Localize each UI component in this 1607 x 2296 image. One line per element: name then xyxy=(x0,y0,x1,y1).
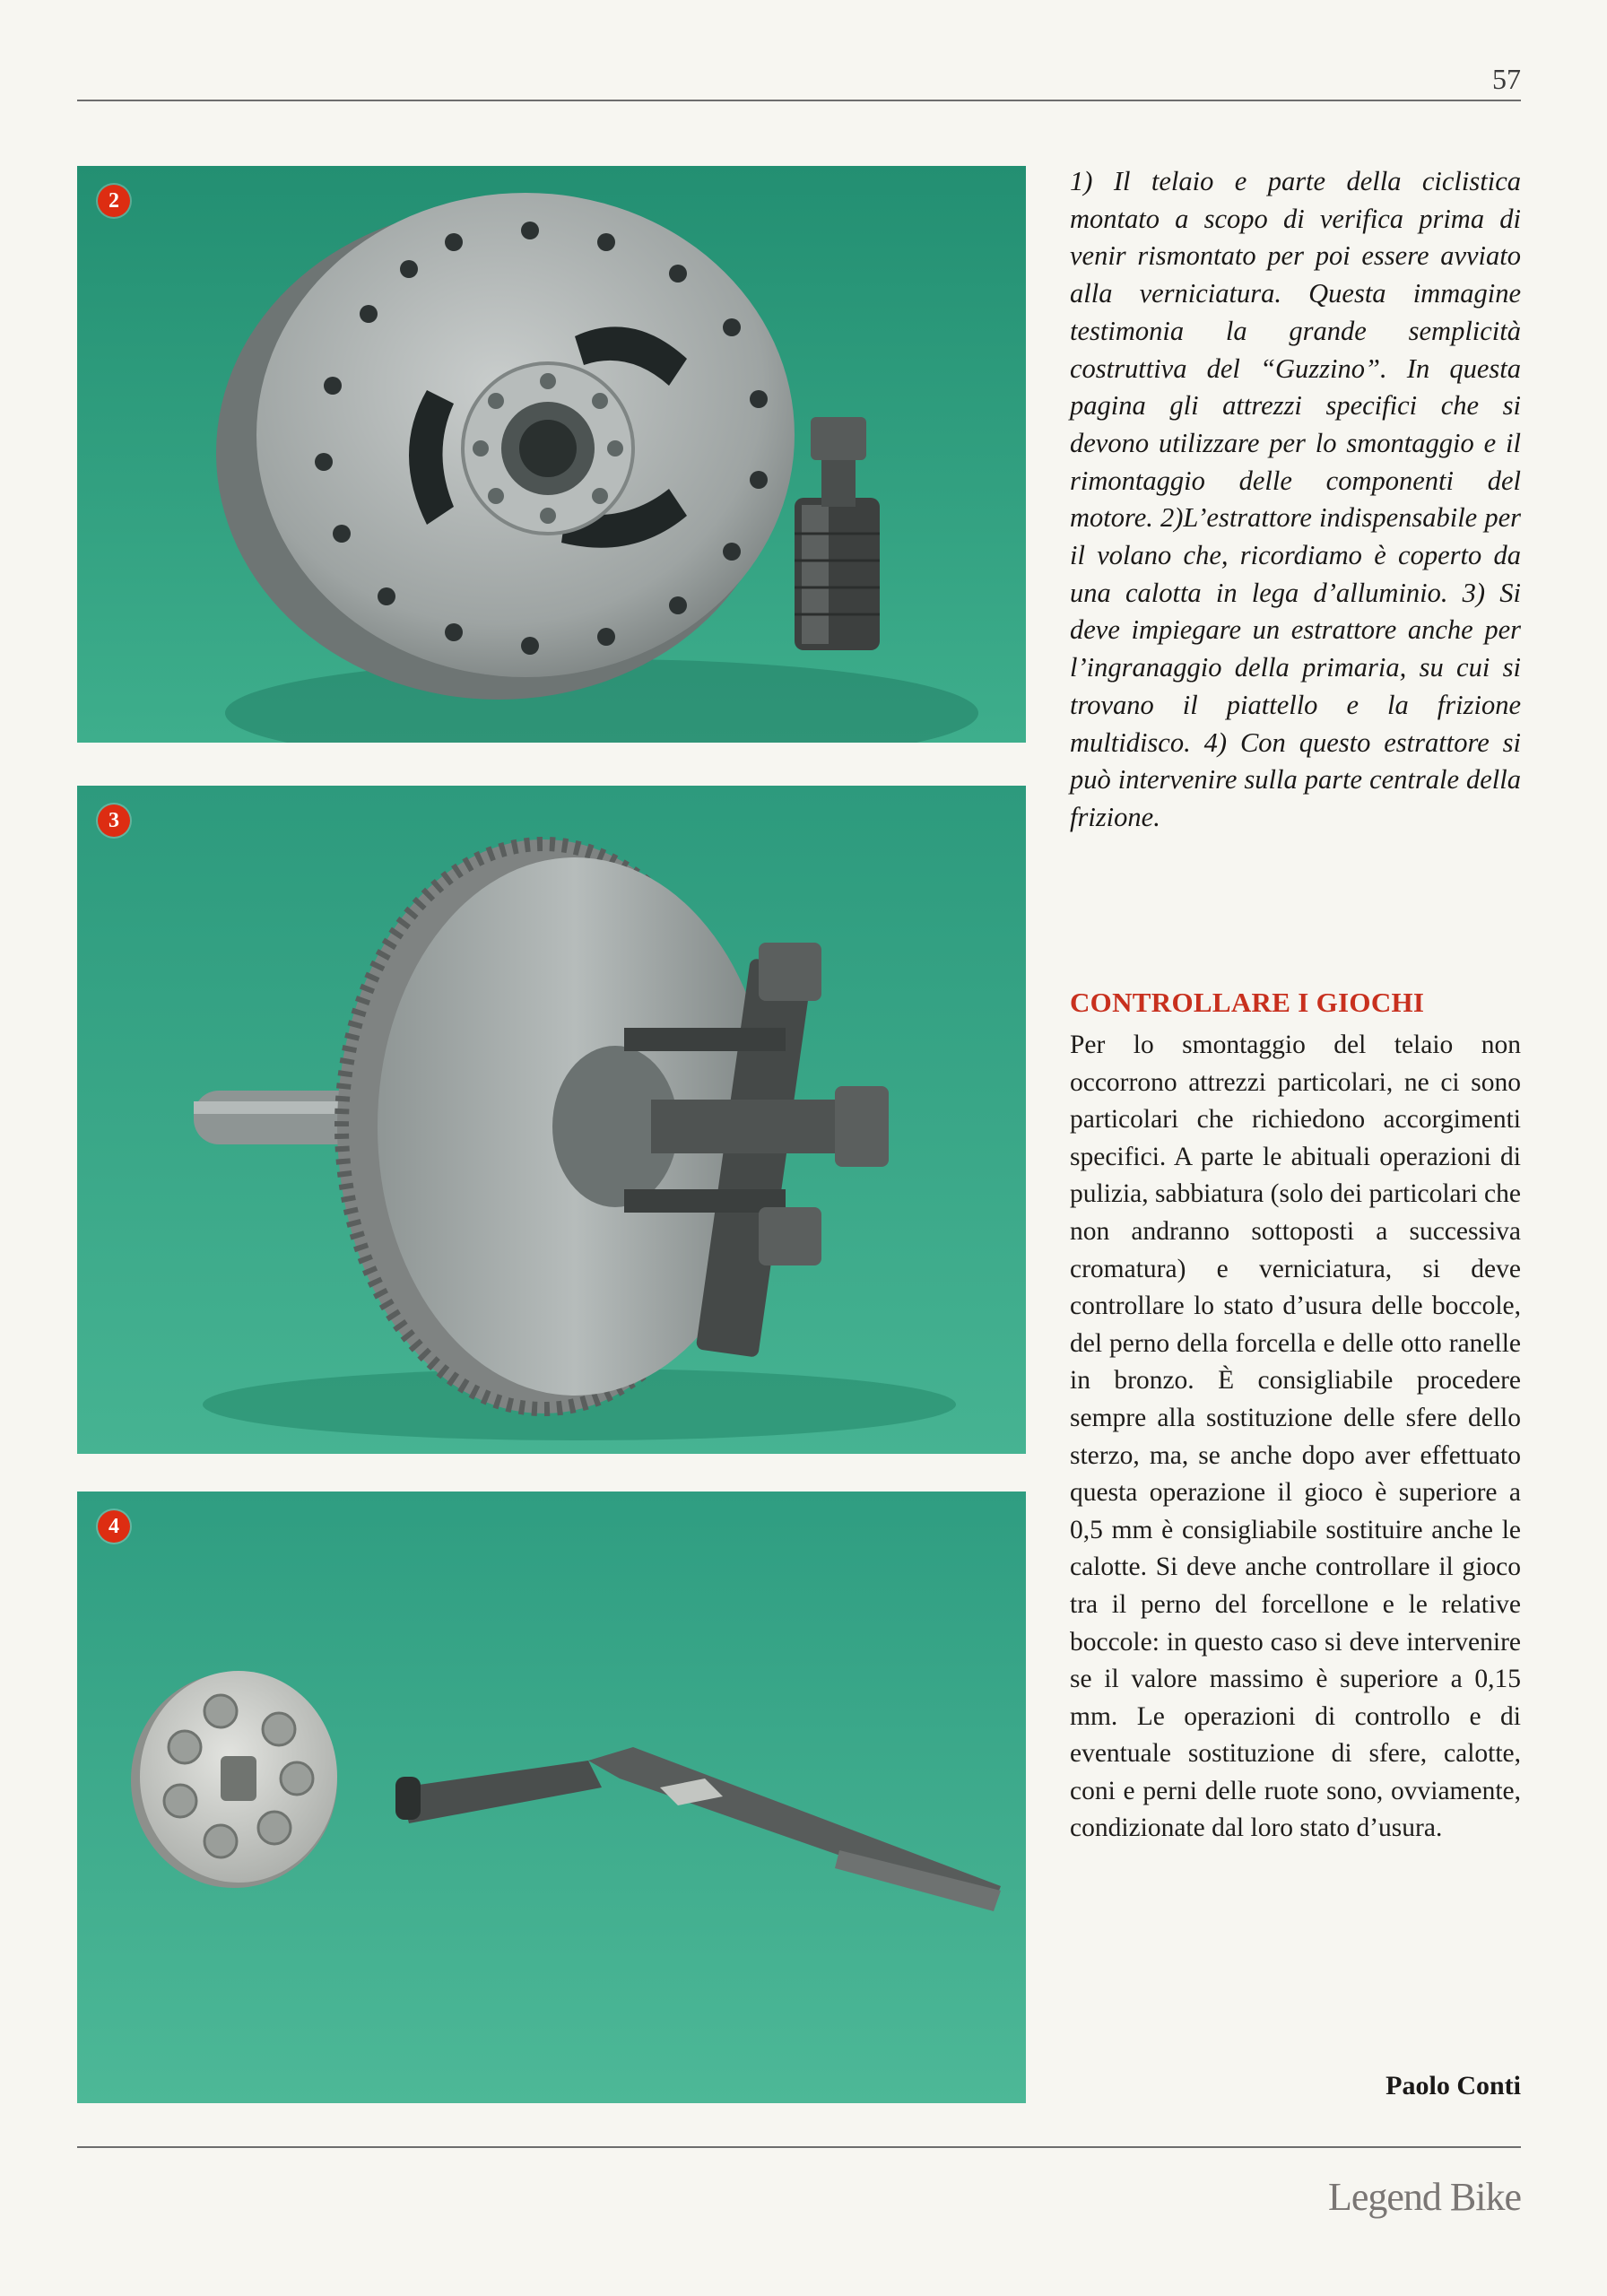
section-heading: CONTROLLARE I GIOCHI xyxy=(1070,987,1425,1018)
author-signature: Paolo Conti xyxy=(1385,2071,1521,2100)
photo-number-badge: 4 xyxy=(98,1510,130,1543)
flywheel-illustration xyxy=(77,166,1026,743)
magazine-title: Legend Bike xyxy=(1327,2175,1521,2219)
photo-number-badge: 2 xyxy=(98,185,130,217)
photo-number-badge: 3 xyxy=(98,804,130,837)
top-rule xyxy=(77,100,1521,101)
bottom-rule xyxy=(77,2146,1521,2148)
photo-clutch-tool xyxy=(77,1492,1026,2103)
gear-illustration xyxy=(77,786,1026,1454)
photo-caption: 1) Il telaio e parte della ciclistica montato a scopo di verifica prima di venir rismontato per poi essere avviato alla verniciatura. Questa immagine testimonia la grande semplicità costruttiva del “Guzzino”. In questa pagina gli attrezzi specifici che si devono utilizzare per lo smontaggio e il rimontaggio delle componenti del motore. 2)L’estrattore indispensabile per il volano che, ricordiamo è coperto da una calotta in lega d’alluminio. 3) Si deve impiegare un estrattore anche per l’ingranaggio della primaria, su cui si trovano il piattello e la frizione multidisco. 4) Con questo estrattore si può intervenire sulla parte centrale della frizione. xyxy=(1070,166,1521,832)
photo-flywheel-extractor xyxy=(77,166,1026,743)
article-body: Per lo smontaggio del telaio non occorrono attrezzi particolari, ne ci sono particolari che richiedono accorgimenti specifici. A parte le abituali operazioni di pulizia, sabbiatura (solo dei particolari che non andranno sottoposti a successiva cromatura) e verniciatura, si deve controllare lo stato d’usura delle boccole, del perno della forcella e delle otto ranelle in bronzo. È consigliabile procedere sempre alla sostituzione delle sfere dello sterzo, ma, se anche dopo aver effettuato questa operazione il gioco è superiore a 0,5 mm è consigliabile sostituire anche le calotte. Si deve anche controllare il gioco tra il perno del forcellone e le relative boccole: in questo caso si deve intervenire se il valore massimo è superiore a 0,15 mm. Le operazioni di controllo e di eventuale sostituzione di sfere, calotte, coni e perni delle ruote sono, ovviamente, condizionate dal loro stato d’usura. xyxy=(1070,1031,1521,1843)
page-number: 57 xyxy=(1492,63,1521,95)
clutch-tool-illustration xyxy=(77,1492,1026,2103)
photo-primary-gear-extractor xyxy=(77,786,1026,1454)
